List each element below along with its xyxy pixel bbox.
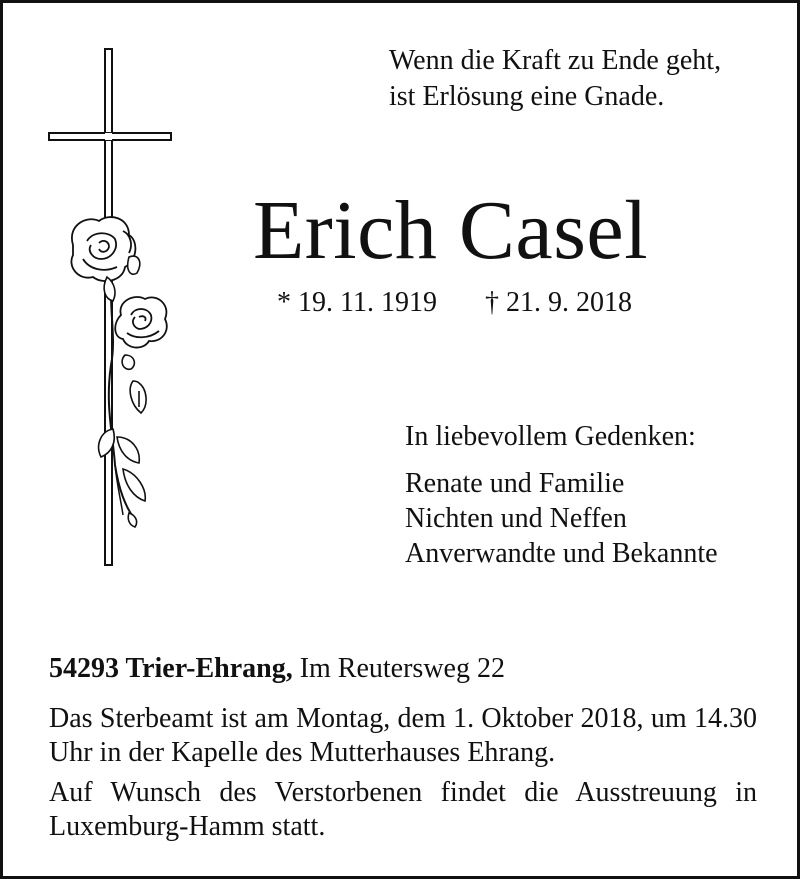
ash-scattering-paragraph: Auf Wunsch des Verstorbenen findet die Ausstreuung in Luxemburg-Hamm statt. xyxy=(49,777,757,842)
mourner-item: Renate und Familie xyxy=(405,468,625,499)
remembrance-heading: In liebevollem Gedenken: xyxy=(405,421,696,452)
deceased-name: Erich Casel xyxy=(253,184,649,277)
life-dates xyxy=(277,286,632,320)
address-street: Im Reutersweg 22 xyxy=(299,653,505,684)
service-info-paragraph: Das Sterbeamt ist am Montag, dem 1. Oktober 2018, um 14.30 Uhr in der Kapelle des Mutterhauses Ehrang. xyxy=(49,703,757,768)
mourners-list xyxy=(405,466,718,571)
birth-date: * 19. 11. 1919 xyxy=(277,287,437,318)
death-date: † 21. 9. 2018 xyxy=(484,287,632,318)
cross-with-roses-icon xyxy=(43,45,183,575)
mourner-item: Anverwandte und Bekannte xyxy=(405,538,718,569)
motto-quote xyxy=(389,43,721,115)
mourner-item: Nichten und Neffen xyxy=(405,503,627,534)
motto-line: Wenn die Kraft zu Ende geht, xyxy=(389,45,722,76)
motto-line: ist Erlösung eine Gnade. xyxy=(389,81,665,112)
address-city: 54293 Trier-Ehrang, xyxy=(49,653,293,684)
address-line xyxy=(49,651,505,687)
